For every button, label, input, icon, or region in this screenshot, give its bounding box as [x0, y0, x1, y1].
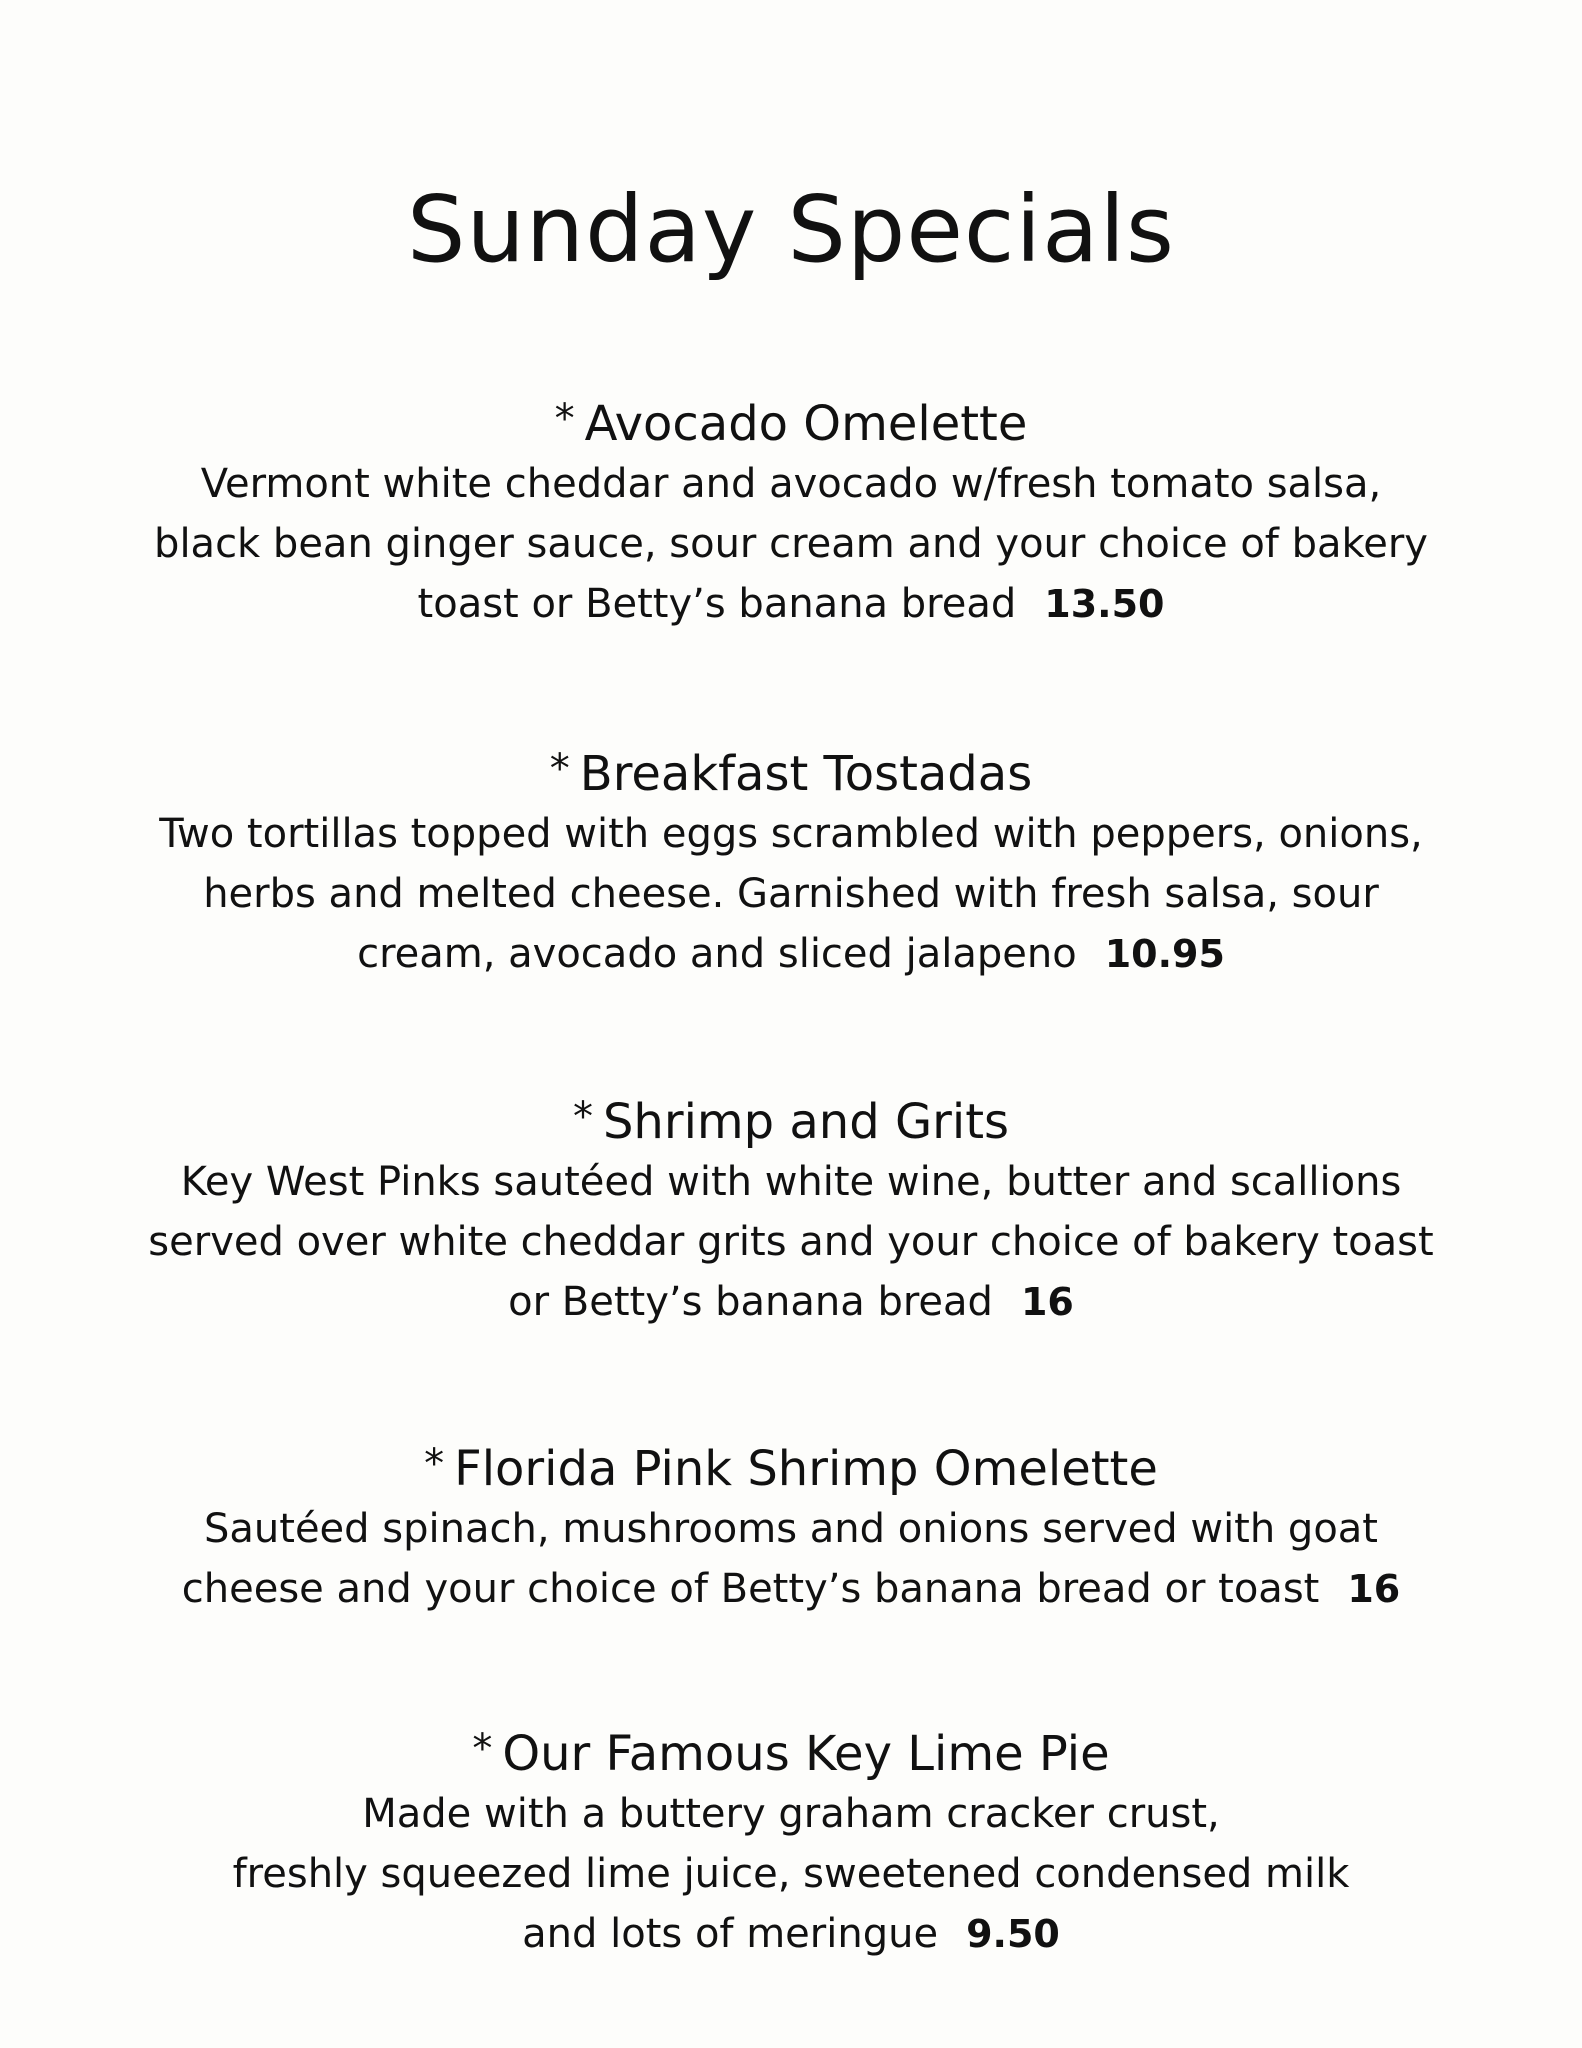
menu-item-description-line: Made with a buttery graham cracker crust, — [362, 1791, 1220, 1837]
menu-item-description-line — [60, 574, 1522, 634]
menu-item-price: 13.50 — [1044, 582, 1165, 626]
star-icon: * — [549, 746, 570, 792]
menu-item-title: Florida Pink Shrimp Omelette — [454, 1441, 1158, 1497]
menu-item-description-text: cream, avocado and sliced jalapeno — [357, 931, 1077, 977]
menu-item-description-line: herbs and melted cheese. Garnished with fresh salsa, sour — [203, 871, 1379, 917]
menu-item-description-text: toast or Betty’s banana bread — [417, 581, 1017, 627]
menu-item-description-text: or Betty’s banana bread — [508, 1279, 993, 1325]
menu-item-price: 10.95 — [1104, 932, 1225, 976]
menu-item-description-line: Sautéed spinach, mushrooms and onions served with goat — [204, 1506, 1378, 1552]
menu-item-title: Shrimp and Grits — [602, 1094, 1010, 1150]
menu-item-price: 16 — [1347, 1567, 1401, 1611]
star-icon: * — [472, 1726, 493, 1772]
menu-item-name — [60, 738, 1522, 800]
menu-item-name — [60, 1086, 1522, 1148]
menu-item-price: 16 — [1020, 1280, 1074, 1324]
menu-item-price: 9.50 — [966, 1912, 1060, 1956]
menu-item-title: Avocado Omelette — [584, 396, 1028, 452]
menu-item-description-line — [60, 924, 1522, 984]
menu-item-description-line: served over white cheddar grits and your choice of bakery toast — [148, 1219, 1434, 1265]
menu-item-description-text: and lots of meringue — [522, 1911, 939, 1957]
star-icon: * — [554, 396, 575, 442]
menu-title: Sunday Specials — [407, 176, 1175, 283]
menu-item — [60, 1433, 1522, 1619]
menu-item-name — [60, 1433, 1522, 1495]
star-icon: * — [424, 1441, 445, 1487]
menu-item-title: Breakfast Tostadas — [579, 746, 1033, 802]
menu-item-description-text: cheese and your choice of Betty’s banana bread or toast — [181, 1566, 1320, 1612]
menu-item — [60, 388, 1522, 634]
menu-item — [60, 1718, 1522, 1964]
menu-item-description-line — [60, 1272, 1522, 1332]
menu-item-description-line — [60, 1904, 1522, 1964]
menu-item-description-line: Key West Pinks sautéed with white wine, butter and scallions — [180, 1159, 1402, 1205]
menu-item-name — [60, 388, 1522, 450]
menu-item-description-line: freshly squeezed lime juice, sweetened condensed milk — [232, 1851, 1350, 1897]
menu-item-title: Our Famous Key Lime Pie — [502, 1726, 1110, 1782]
menu-item — [60, 738, 1522, 984]
star-icon: * — [572, 1094, 593, 1140]
menu-item-description-line: black bean ginger sauce, sour cream and your choice of bakery — [154, 521, 1428, 567]
menu-item-description-line: Vermont white cheddar and avocado w/fresh tomato salsa, — [200, 461, 1382, 507]
menu-item-description-line — [60, 1559, 1522, 1619]
menu-item-name — [60, 1718, 1522, 1780]
menu-item — [60, 1086, 1522, 1332]
menu-item-description-line: Two tortillas topped with eggs scrambled with peppers, onions, — [159, 811, 1423, 857]
